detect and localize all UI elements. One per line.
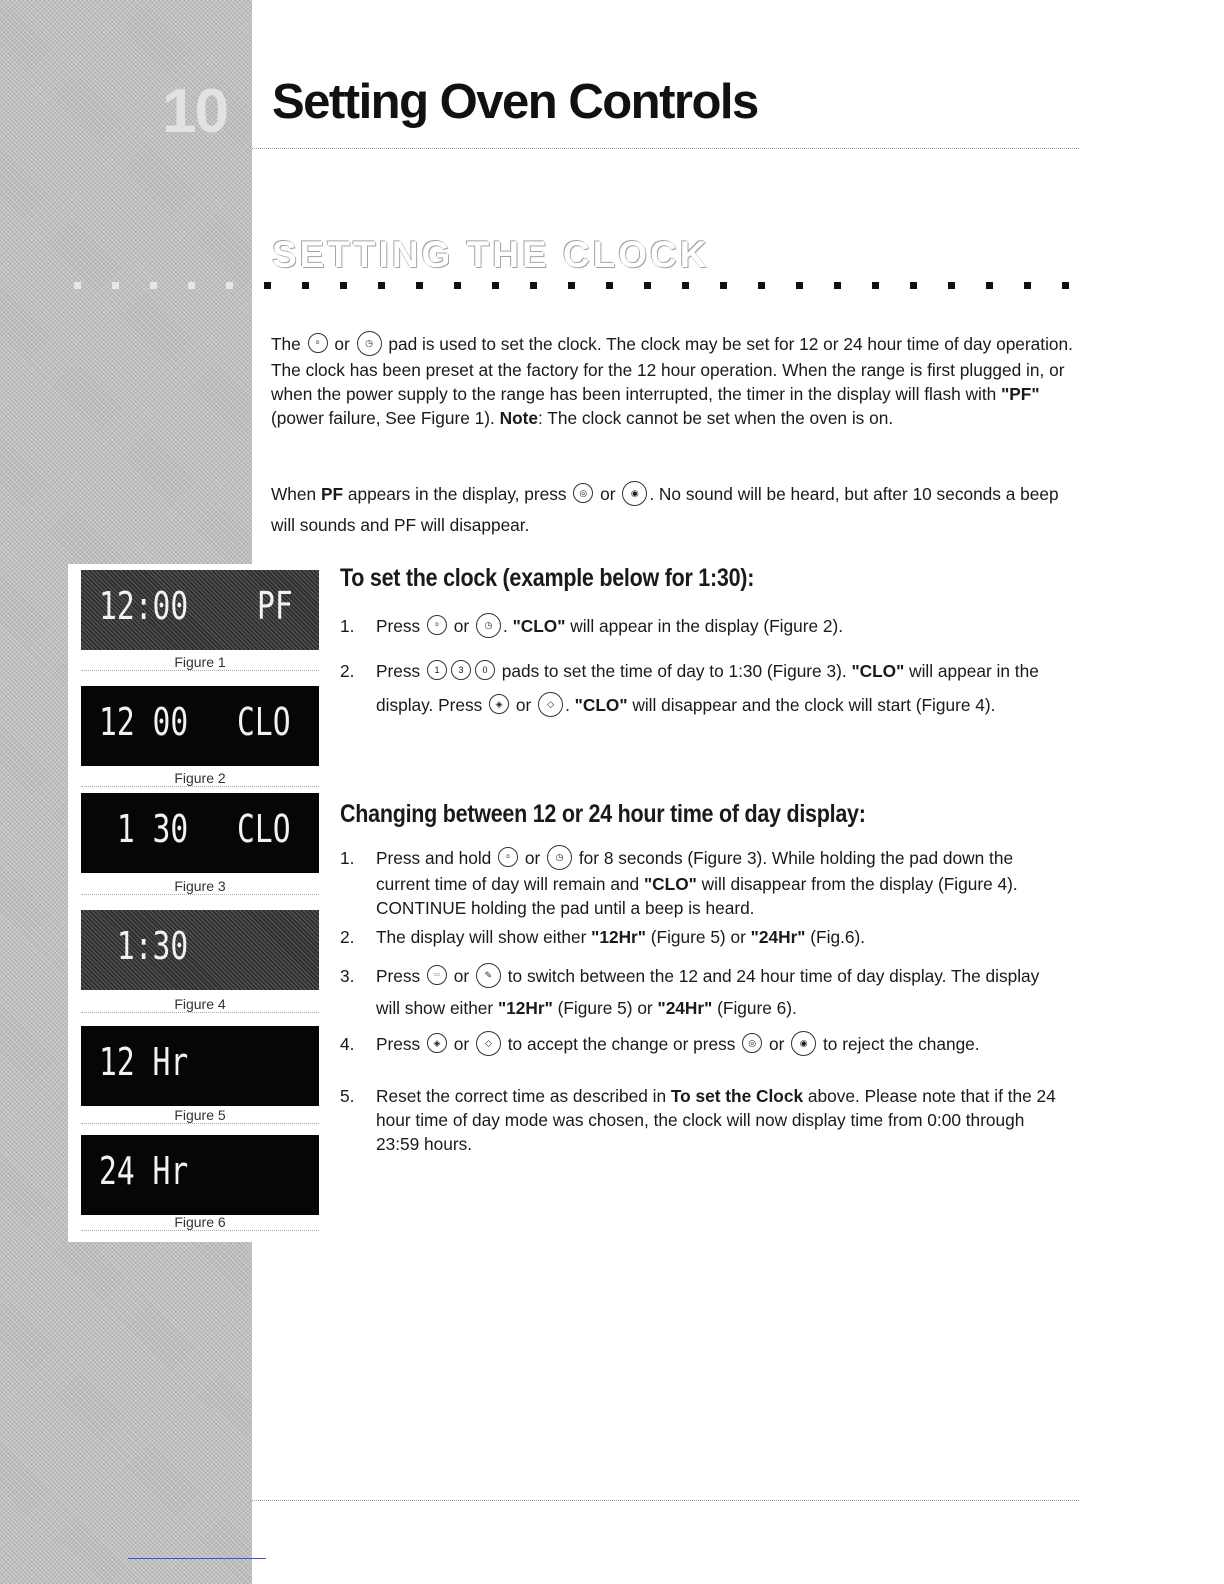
start-alt-pad-icon: ◇ (476, 1031, 501, 1056)
figure-caption: Figure 5 (81, 1107, 319, 1124)
header-rule (252, 148, 1079, 149)
change-mode-heading: Changing between 12 or 24 hour time of day display: (340, 800, 866, 828)
pf-paragraph: When PF appears in the display, press ◎ or ◉ . No sound will be heard, but after 10 seconds a beep will sounds and PF will disappear. (271, 479, 1081, 541)
figure-caption: Figure 6 (81, 1214, 319, 1231)
intro-paragraph: The ⏲ or ◷ pad is used to set the clock. The clock may be set for 12 or 24 hour time of day operation. The clock has been preset at the factory for the 12 hour operation. When the range is first plugged in, or when the power supply to the range has been interrupted, the timer in the display will flash with "PF" (power failure, See Figure 1). Note: The clock cannot be set when the oven is on. (271, 332, 1081, 430)
page-title: Setting Oven Controls (272, 75, 758, 129)
key-1-icon: 1 (427, 660, 447, 680)
display-figure-6: 24 Hr (81, 1135, 319, 1215)
display-figure-5: 12 Hr (81, 1026, 319, 1106)
footer-rule (252, 1500, 1079, 1501)
figure-caption: Figure 4 (81, 996, 319, 1013)
display-figure-1: 12:00 PF (81, 570, 319, 650)
figure-caption: Figure 1 (81, 654, 319, 671)
cancel-pad-icon: ◎ (573, 483, 593, 503)
clock-pad-icon: ◷ (476, 613, 501, 638)
page-number: 10 (162, 77, 227, 146)
start-pad-icon: ◈ (489, 694, 509, 714)
figure-caption: Figure 2 (81, 770, 319, 787)
clean-pad-icon: ▭ (427, 965, 447, 985)
footer-link-underline (128, 1558, 266, 1559)
clock-set-pad-icon: ⏲ (498, 847, 518, 867)
key-0-icon: 0 (475, 660, 495, 680)
start-alt-pad-icon: ◇ (538, 692, 563, 717)
dotted-divider (74, 282, 1079, 288)
self-clean-pad-icon: ✎ (476, 963, 501, 988)
cancel-pad-icon: ◎ (742, 1033, 762, 1053)
clock-pad-icon: ◷ (547, 845, 572, 870)
display-figure-4: 1:30 (81, 910, 319, 990)
stop-pad-icon: ◉ (791, 1031, 816, 1056)
figure-caption: Figure 3 (81, 878, 319, 895)
key-3-icon: 3 (451, 660, 471, 680)
clock-pad-icon: ◷ (357, 331, 382, 356)
clock-set-pad-icon: ⏲ (308, 333, 328, 353)
display-figure-3: 1 30 CLO (81, 793, 319, 873)
set-clock-heading: To set the clock (example below for 1:30): (340, 564, 755, 592)
clock-set-pad-icon: ⏲ (427, 615, 447, 635)
section-heading: SETTING THE CLOCK (272, 234, 710, 275)
stop-pad-icon: ◉ (622, 481, 647, 506)
display-figure-2: 12 00 CLO (81, 686, 319, 766)
start-pad-icon: ◈ (427, 1033, 447, 1053)
